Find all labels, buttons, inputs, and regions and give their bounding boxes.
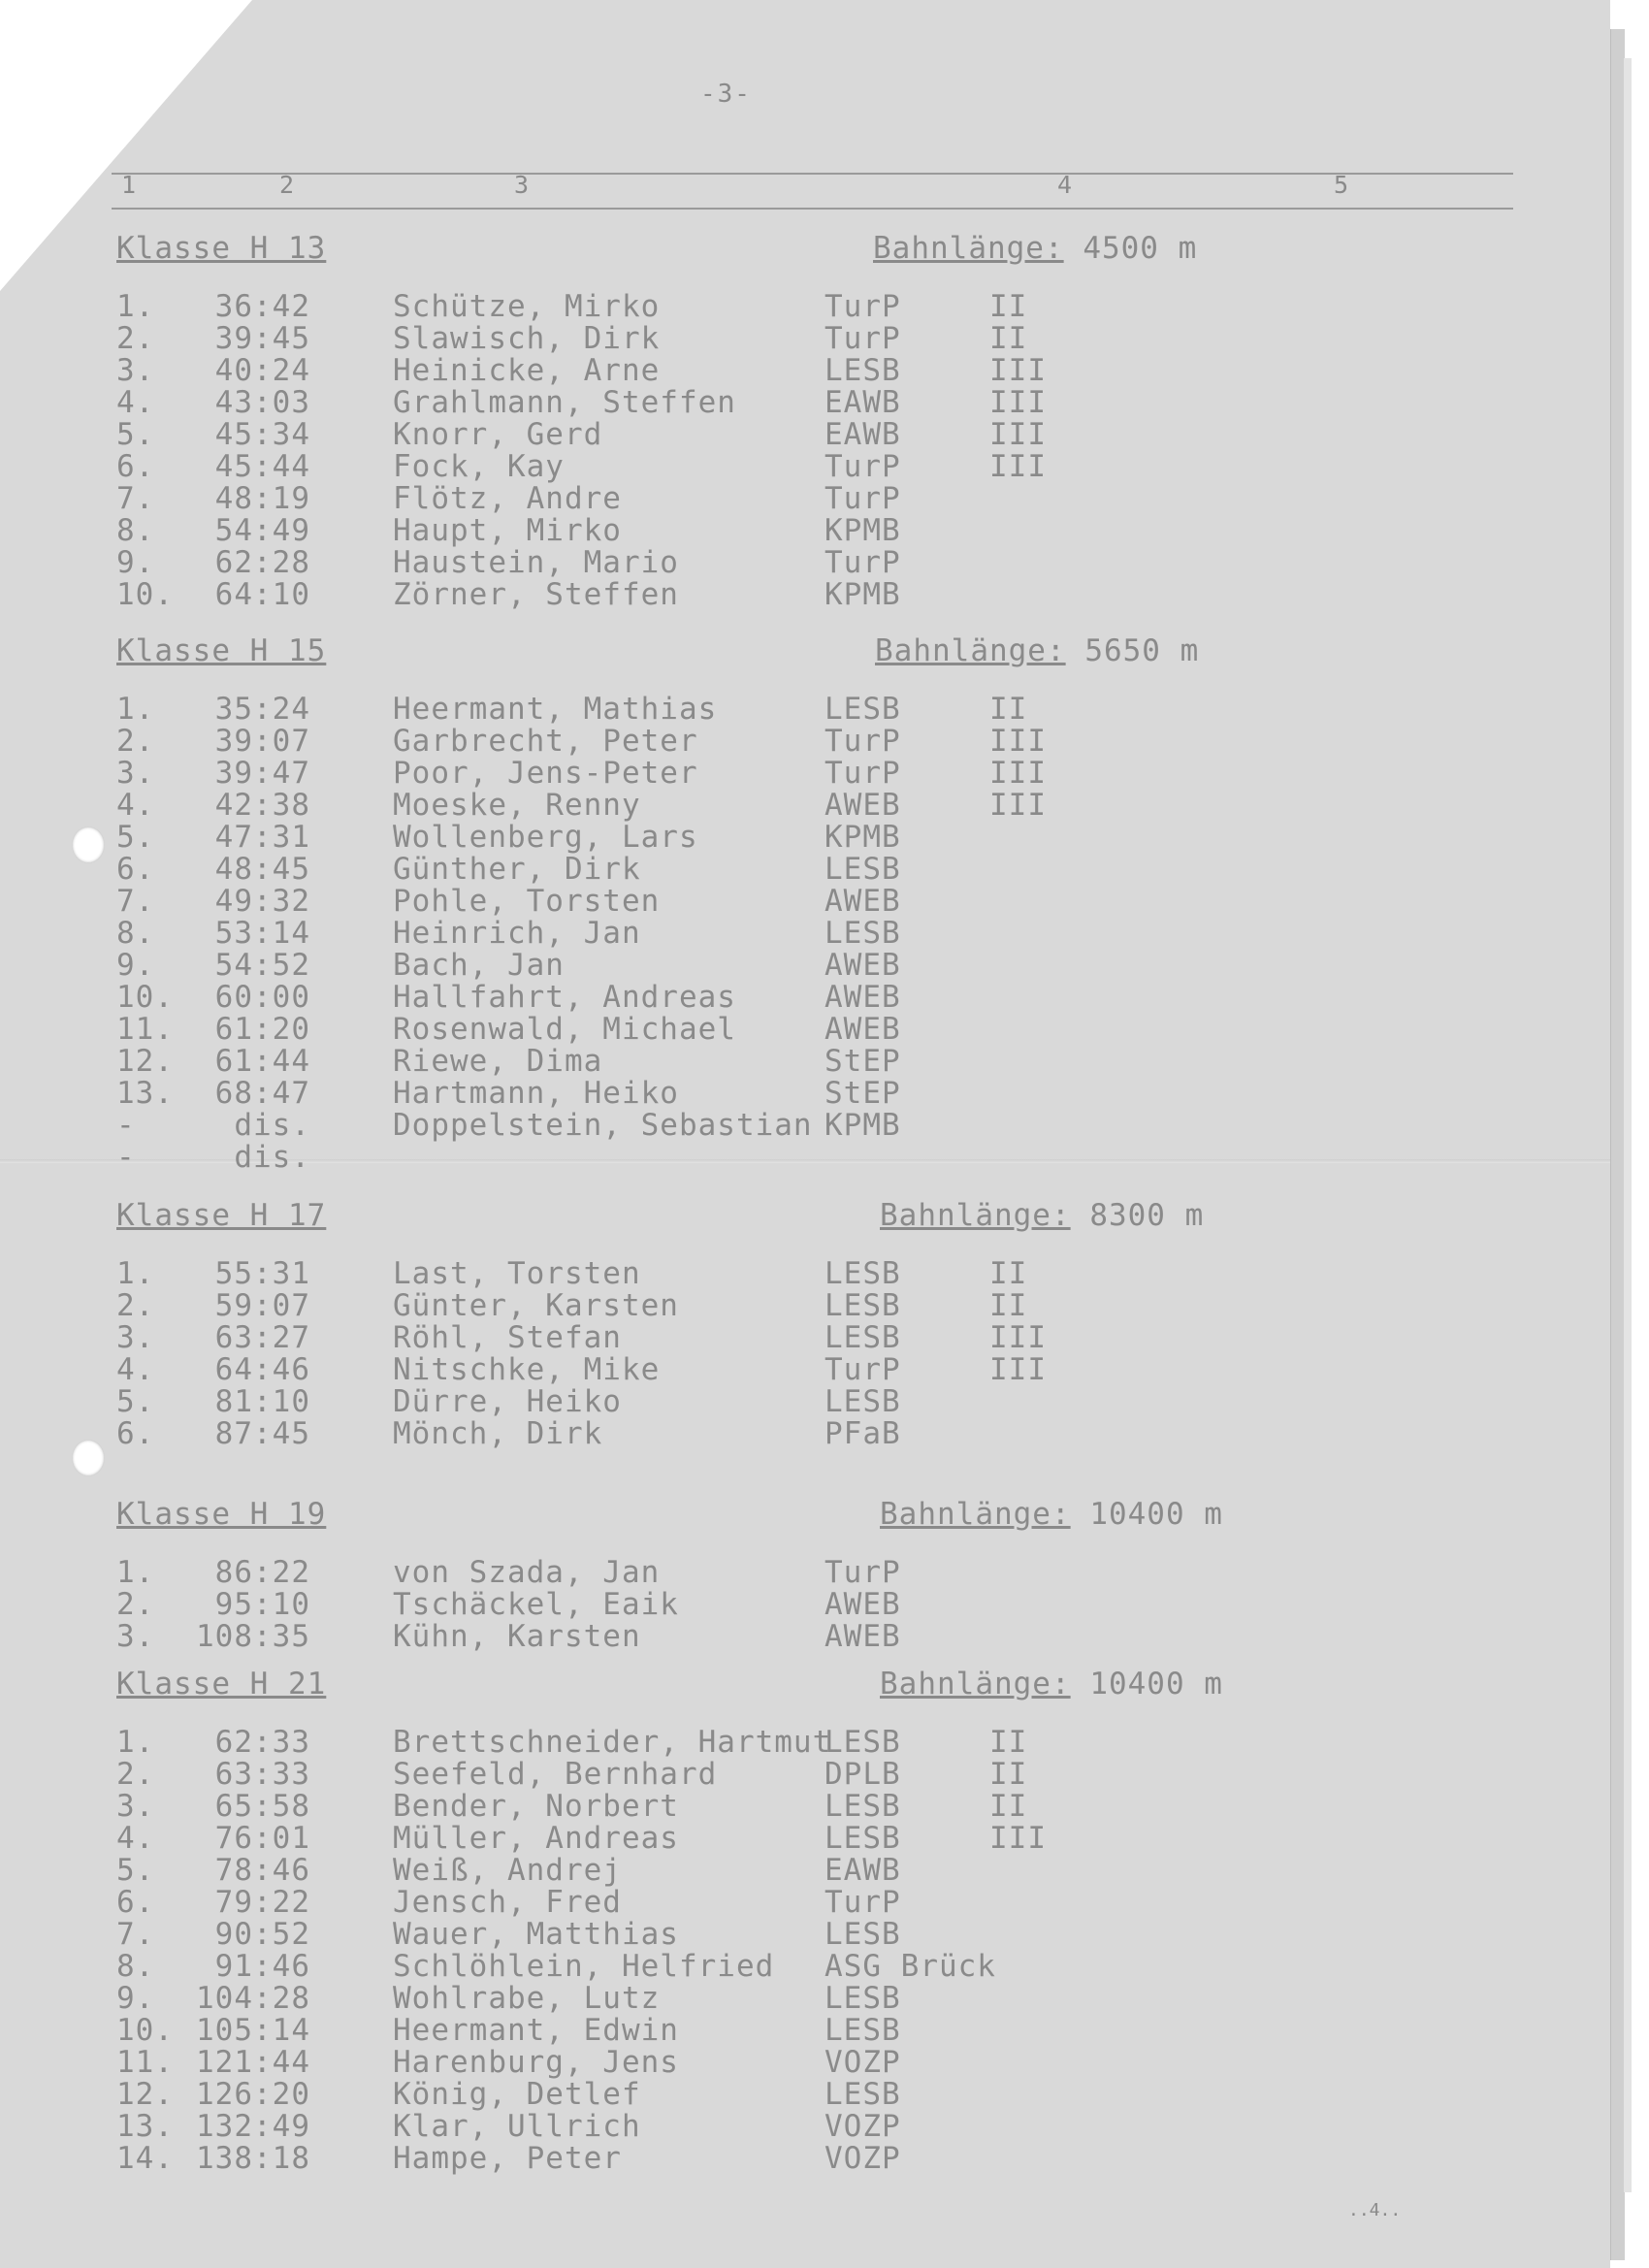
result-club: LESB (824, 1725, 901, 1760)
result-class: II (989, 1757, 1028, 1792)
result-time: dis. (234, 1140, 310, 1175)
result-time: 39:07 (214, 724, 310, 759)
course-length (880, 1200, 1204, 1232)
result-place: 7. (116, 481, 155, 516)
result-row (116, 694, 1649, 726)
result-club: EAWB (824, 385, 901, 420)
page-number: -3- (700, 80, 752, 109)
result-row (116, 1258, 1649, 1290)
result-place: 9. (116, 1981, 155, 2016)
result-time: 65:58 (214, 1789, 310, 1824)
result-row (116, 758, 1649, 790)
result-class: II (989, 1288, 1028, 1323)
result-name: Riewe, Dima (393, 1044, 603, 1079)
course-length-value: 10400 m (1089, 1667, 1223, 1701)
result-club: LESB (824, 1917, 901, 1952)
result-name: Zörner, Steffen (393, 577, 679, 612)
result-time: 61:44 (214, 1044, 310, 1079)
result-row (116, 1354, 1649, 1386)
result-name: Heinrich, Jan (393, 916, 641, 951)
page-footer-mark: ..4.. (1348, 2200, 1402, 2220)
result-club: LESB (824, 1288, 901, 1323)
result-time: dis. (234, 1108, 310, 1143)
result-name: Klar, Ullrich (393, 2109, 641, 2144)
result-club: StEP (824, 1044, 901, 1079)
result-club: EAWB (824, 1853, 901, 1888)
result-class: II (989, 321, 1028, 356)
result-club: LESB (824, 1821, 901, 1856)
section-title: Klasse H 21 (116, 1667, 327, 1701)
result-place: 5. (116, 417, 155, 452)
result-name: Wollenberg, Lars (393, 820, 698, 855)
result-club: TurP (824, 449, 901, 484)
result-place: 2. (116, 1587, 155, 1622)
result-class: III (989, 724, 1047, 759)
result-time: 42:38 (214, 788, 310, 823)
course-length-label: Bahnlänge: (873, 231, 1064, 266)
result-place: 1. (116, 289, 155, 324)
result-name: Fock, Kay (393, 449, 565, 484)
result-time: 40:24 (214, 353, 310, 388)
result-place: 1. (116, 1256, 155, 1291)
result-place: 2. (116, 321, 155, 356)
results-list (116, 694, 1649, 1174)
result-time: 39:47 (214, 756, 310, 791)
result-place: 3. (116, 1320, 155, 1355)
column-number: 4 (1057, 171, 1073, 199)
result-place: 8. (116, 513, 155, 548)
result-club: KPMB (824, 513, 901, 548)
result-club: VOZP (824, 2045, 901, 2080)
result-class: III (989, 449, 1047, 484)
result-club: LESB (824, 1789, 901, 1824)
result-time: 45:34 (214, 417, 310, 452)
result-time: 47:31 (214, 820, 310, 855)
result-name: Günther, Dirk (393, 852, 641, 887)
result-club: StEP (824, 1076, 901, 1111)
result-time: 108:35 (196, 1619, 310, 1654)
course-length (875, 635, 1199, 667)
result-name: Brettschneider, Hartmut (393, 1725, 832, 1760)
result-time: 43:03 (214, 385, 310, 420)
result-row (116, 1589, 1649, 1621)
result-name: Flötz, Andre (393, 481, 622, 516)
result-club: TurP (824, 545, 901, 580)
results-list (116, 1557, 1649, 1653)
result-row (116, 547, 1649, 579)
result-name: Nitschke, Mike (393, 1352, 661, 1387)
result-row (116, 950, 1649, 982)
result-time: 39:45 (214, 321, 310, 356)
result-place: 10. (116, 2013, 174, 2048)
result-row (116, 1078, 1649, 1110)
result-class: III (989, 1352, 1047, 1387)
result-name: Bach, Jan (393, 948, 565, 983)
result-club: LESB (824, 1384, 901, 1419)
result-place: 7. (116, 1917, 155, 1952)
result-club: VOZP (824, 2141, 901, 2176)
result-club: AWEB (824, 1587, 901, 1622)
result-class: III (989, 788, 1047, 823)
result-club: AWEB (824, 948, 901, 983)
result-name: Heermant, Edwin (393, 2013, 679, 2048)
result-name: Last, Torsten (393, 1256, 641, 1291)
result-time: 64:10 (214, 577, 310, 612)
course-length-label: Bahnlänge: (875, 633, 1066, 668)
result-name: Grahlmann, Steffen (393, 385, 736, 420)
result-club: LESB (824, 692, 901, 727)
result-club: KPMB (824, 820, 901, 855)
result-time: 48:45 (214, 852, 310, 887)
result-place: 13. (116, 2109, 174, 2144)
result-row (116, 1727, 1649, 1759)
result-club: TurP (824, 1352, 901, 1387)
result-row (116, 2111, 1649, 2143)
result-place: 6. (116, 1416, 155, 1451)
result-time: 60:00 (214, 980, 310, 1015)
result-time: 121:44 (196, 2045, 310, 2080)
result-time: 49:32 (214, 884, 310, 919)
result-club: AWEB (824, 1619, 901, 1654)
result-name: Bender, Norbert (393, 1789, 679, 1824)
result-row (116, 726, 1649, 758)
result-time: 54:52 (214, 948, 310, 983)
result-time: 86:22 (214, 1555, 310, 1590)
result-row (116, 355, 1649, 387)
result-club: EAWB (824, 417, 901, 452)
result-place: 4. (116, 1352, 155, 1387)
result-time: 81:10 (214, 1384, 310, 1419)
result-name: Harenburg, Jens (393, 2045, 679, 2080)
result-name: König, Detlef (393, 2077, 641, 2112)
result-row (116, 1823, 1649, 1855)
result-time: 63:27 (214, 1320, 310, 1355)
result-row (116, 790, 1649, 822)
result-name: Schütze, Mirko (393, 289, 661, 324)
result-club: AWEB (824, 980, 901, 1015)
result-time: 48:19 (214, 481, 310, 516)
results-list (116, 1727, 1649, 2175)
result-club: LESB (824, 916, 901, 951)
result-club: AWEB (824, 1012, 901, 1047)
result-name: Röhl, Stefan (393, 1320, 622, 1355)
course-length-value: 5650 m (1084, 633, 1200, 668)
result-club: LESB (824, 2077, 901, 2112)
result-name: Schlöhlein, Helfried (393, 1949, 775, 1984)
result-place: 6. (116, 852, 155, 887)
result-club: TurP (824, 321, 901, 356)
section-title: Klasse H 19 (116, 1497, 327, 1532)
result-row (116, 2015, 1649, 2047)
result-time: 62:28 (214, 545, 310, 580)
result-row (116, 291, 1649, 323)
result-place: 10. (116, 577, 174, 612)
result-time: 59:07 (214, 1288, 310, 1323)
result-place: 13. (116, 1076, 174, 1111)
result-club: LESB (824, 1320, 901, 1355)
result-time: 64:46 (214, 1352, 310, 1387)
result-club: LESB (824, 1981, 901, 2016)
result-name: Wohlrabe, Lutz (393, 1981, 661, 2016)
result-club: LESB (824, 2013, 901, 2048)
results-list (116, 1258, 1649, 1450)
result-time: 126:20 (196, 2077, 310, 2112)
result-name: Moeske, Renny (393, 788, 641, 823)
result-name: Hallfahrt, Andreas (393, 980, 736, 1015)
result-place: 11. (116, 1012, 174, 1047)
result-row (116, 1855, 1649, 1887)
result-name: Seefeld, Bernhard (393, 1757, 718, 1792)
result-name: Müller, Andreas (393, 1821, 679, 1856)
result-time: 79:22 (214, 1885, 310, 1920)
result-place: 4. (116, 788, 155, 823)
result-row (116, 1557, 1649, 1589)
result-time: 61:20 (214, 1012, 310, 1047)
column-number: 1 (121, 171, 137, 199)
result-club: VOZP (824, 2109, 901, 2144)
course-length-value: 8300 m (1089, 1198, 1205, 1233)
punch-hole-icon (72, 1440, 105, 1476)
result-time: 104:28 (196, 1981, 310, 2016)
result-name: von Szada, Jan (393, 1555, 661, 1590)
result-place: 5. (116, 1384, 155, 1419)
result-name: Wauer, Matthias (393, 1917, 679, 1952)
result-place: 2. (116, 1757, 155, 1792)
result-name: Heermant, Mathias (393, 692, 718, 727)
result-row (116, 1014, 1649, 1046)
result-name: Heinicke, Arne (393, 353, 661, 388)
result-place: 5. (116, 1853, 155, 1888)
result-time: 90:52 (214, 1917, 310, 1952)
result-club: AWEB (824, 788, 901, 823)
result-row (116, 1791, 1649, 1823)
result-time: 87:45 (214, 1416, 310, 1451)
result-place: 4. (116, 1821, 155, 1856)
course-length-label: Bahnlänge: (880, 1667, 1071, 1701)
result-row (116, 2047, 1649, 2079)
result-name: Jensch, Fred (393, 1885, 622, 1920)
result-row (116, 2143, 1649, 2175)
result-row (116, 579, 1649, 611)
result-place: 2. (116, 1288, 155, 1323)
result-club: LESB (824, 353, 901, 388)
result-name: Mönch, Dirk (393, 1416, 603, 1451)
result-name: Tschäckel, Eaik (393, 1587, 679, 1622)
result-time: 45:44 (214, 449, 310, 484)
result-place: - (116, 1108, 136, 1143)
course-length-label: Bahnlänge: (880, 1497, 1071, 1532)
result-place: 14. (116, 2141, 174, 2176)
result-name: Haupt, Mirko (393, 513, 622, 548)
result-row (116, 1887, 1649, 1919)
result-club: TurP (824, 1885, 901, 1920)
result-row (116, 1046, 1649, 1078)
result-row (116, 483, 1649, 515)
course-length-label: Bahnlänge: (880, 1198, 1071, 1233)
result-club: TurP (824, 481, 901, 516)
result-class: III (989, 756, 1047, 791)
result-row (116, 854, 1649, 886)
result-name: Garbrecht, Peter (393, 724, 698, 759)
result-club: TurP (824, 289, 901, 324)
result-time: 91:46 (214, 1949, 310, 1984)
result-club: KPMB (824, 577, 901, 612)
result-time: 63:33 (214, 1757, 310, 1792)
result-place: 11. (116, 2045, 174, 2080)
column-number: 3 (514, 171, 530, 199)
result-name: Rosenwald, Michael (393, 1012, 736, 1047)
result-row (116, 1142, 1649, 1174)
section-title: Klasse H 15 (116, 633, 327, 668)
result-club: TurP (824, 724, 901, 759)
result-club: AWEB (824, 884, 901, 919)
result-time: 54:49 (214, 513, 310, 548)
result-place: 12. (116, 2077, 174, 2112)
result-time: 36:42 (214, 289, 310, 324)
result-place: 1. (116, 692, 155, 727)
course-length (880, 1669, 1223, 1701)
result-name: Weiß, Andrej (393, 1853, 622, 1888)
result-row (116, 918, 1649, 950)
result-name: Dürre, Heiko (393, 1384, 622, 1419)
result-row (116, 451, 1649, 483)
result-row (116, 1386, 1649, 1418)
result-time: 53:14 (214, 916, 310, 951)
result-row (116, 1418, 1649, 1450)
result-place: 9. (116, 948, 155, 983)
result-place: 5. (116, 820, 155, 855)
result-place: 6. (116, 449, 155, 484)
punch-hole-icon (72, 826, 105, 863)
result-place: 3. (116, 353, 155, 388)
result-class: III (989, 417, 1047, 452)
result-place: 7. (116, 884, 155, 919)
result-class: III (989, 1320, 1047, 1355)
result-place: 3. (116, 1619, 155, 1654)
result-time: 76:01 (214, 1821, 310, 1856)
result-row (116, 1290, 1649, 1322)
result-name: Kühn, Karsten (393, 1619, 641, 1654)
result-row (116, 387, 1649, 419)
section-title: Klasse H 17 (116, 1198, 327, 1233)
result-time: 138:18 (196, 2141, 310, 2176)
result-name: Günter, Karsten (393, 1288, 679, 1323)
result-row (116, 1621, 1649, 1653)
result-time: 55:31 (214, 1256, 310, 1291)
results-document (116, 0, 1610, 2268)
result-class: III (989, 1821, 1047, 1856)
result-name: Hartmann, Heiko (393, 1076, 679, 1111)
result-place: 1. (116, 1555, 155, 1590)
result-row (116, 515, 1649, 547)
result-place: 3. (116, 1789, 155, 1824)
course-length-value: 4500 m (1083, 231, 1198, 266)
result-row (116, 419, 1649, 451)
result-row (116, 1322, 1649, 1354)
result-place: 10. (116, 980, 174, 1015)
result-row (116, 1983, 1649, 2015)
result-club: TurP (824, 1555, 901, 1590)
course-length (880, 1499, 1223, 1531)
result-name: Hampe, Peter (393, 2141, 622, 2176)
result-club: ASG Brück (824, 1949, 996, 1984)
result-row (116, 2079, 1649, 2111)
result-time: 95:10 (214, 1587, 310, 1622)
column-number: 5 (1334, 171, 1349, 199)
result-class: II (989, 289, 1028, 324)
result-row (116, 1919, 1649, 1951)
result-time: 68:47 (214, 1076, 310, 1111)
result-club: LESB (824, 852, 901, 887)
result-time: 62:33 (214, 1725, 310, 1760)
result-row (116, 1110, 1649, 1142)
result-club: PFaB (824, 1416, 901, 1451)
result-name: Poor, Jens-Peter (393, 756, 698, 791)
result-place: 8. (116, 1949, 155, 1984)
result-place: 8. (116, 916, 155, 951)
result-class: III (989, 353, 1047, 388)
result-time: 132:49 (196, 2109, 310, 2144)
section-title: Klasse H 13 (116, 231, 327, 266)
result-place: 12. (116, 1044, 174, 1079)
result-name: Slawisch, Dirk (393, 321, 661, 356)
result-name: Pohle, Torsten (393, 884, 661, 919)
result-class: II (989, 1725, 1028, 1760)
result-place: - (116, 1140, 136, 1175)
result-class: II (989, 1256, 1028, 1291)
result-time: 105:14 (196, 2013, 310, 2048)
result-place: 6. (116, 1885, 155, 1920)
result-place: 9. (116, 545, 155, 580)
result-club: DPLB (824, 1757, 901, 1792)
result-row (116, 1759, 1649, 1791)
result-name: Haustein, Mario (393, 545, 679, 580)
result-time: 35:24 (214, 692, 310, 727)
result-place: 1. (116, 1725, 155, 1760)
result-row (116, 323, 1649, 355)
result-row (116, 982, 1649, 1014)
column-number: 2 (279, 171, 295, 199)
result-name: Doppelstein, Sebastian (393, 1108, 813, 1143)
result-class: III (989, 385, 1047, 420)
results-list (116, 291, 1649, 611)
result-club: KPMB (824, 1108, 901, 1143)
result-club: LESB (824, 1256, 901, 1291)
result-row (116, 886, 1649, 918)
result-class: II (989, 1789, 1028, 1824)
result-class: II (989, 692, 1028, 727)
result-row (116, 1951, 1649, 1983)
course-length (873, 233, 1197, 265)
result-place: 2. (116, 724, 155, 759)
result-place: 4. (116, 385, 155, 420)
course-length-value: 10400 m (1089, 1497, 1223, 1532)
result-row (116, 822, 1649, 854)
result-time: 78:46 (214, 1853, 310, 1888)
result-name: Knorr, Gerd (393, 417, 603, 452)
result-club: TurP (824, 756, 901, 791)
result-place: 3. (116, 756, 155, 791)
